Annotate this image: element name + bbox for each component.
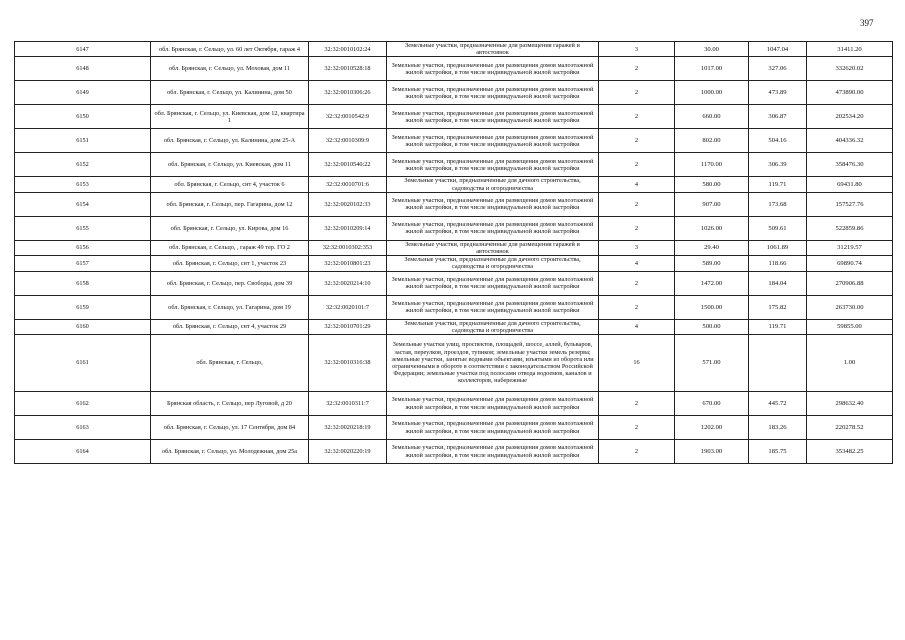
row-number: 6156 [15, 240, 151, 255]
specific-value-cell: 119.71 [749, 319, 807, 334]
row-number: 6159 [15, 295, 151, 319]
specific-value-cell: 504.16 [749, 129, 807, 153]
specific-value-cell: 185.75 [749, 440, 807, 464]
address-cell: обл. Брянская, г. Сельцо, ул. Молодежная, дом 25а [151, 440, 309, 464]
specific-value-cell: 1047.04 [749, 42, 807, 57]
group-cell: 4 [599, 177, 675, 192]
specific-value-cell: 173.68 [749, 192, 807, 216]
cadastral-number-cell: 32:32:0010316:38 [309, 335, 387, 392]
address-cell: Брянская область, г. Сельцо, пер Луговой, д 20 [151, 392, 309, 416]
table-row [15, 271, 893, 295]
area-cell: 1472.00 [675, 271, 749, 295]
group-cell: 2 [599, 57, 675, 81]
area-cell: 1026.00 [675, 216, 749, 240]
cadastral-number-cell: 32:32:0010309:9 [309, 129, 387, 153]
group-cell: 2 [599, 392, 675, 416]
row-number: 6162 [15, 392, 151, 416]
row-number: 6154 [15, 192, 151, 216]
cadastral-value-cell: 59855.00 [807, 319, 893, 334]
cadastral-value-cell: 157527.76 [807, 192, 893, 216]
land-use-cell: Земельные участки, предназначенные для дачного строительства, садоводства и огородничества [387, 319, 599, 334]
cadastral-number-cell: 32:32:0020218:19 [309, 416, 387, 440]
address-cell: обл. Брянская, г. Сельцо, снт 4, участок 6 [151, 177, 309, 192]
group-cell: 2 [599, 192, 675, 216]
address-cell: обл. Брянская, г. Сельцо, пер. Свободы, дом 39 [151, 271, 309, 295]
page-number: 397 [860, 18, 874, 28]
table-row [15, 335, 893, 392]
group-cell: 2 [599, 271, 675, 295]
cadastral-number-cell: 32:32:0010311:7 [309, 392, 387, 416]
group-cell: 16 [599, 335, 675, 392]
cadastral-value-cell: 270906.88 [807, 271, 893, 295]
area-cell: 1017.00 [675, 57, 749, 81]
table-body [15, 42, 893, 464]
cadastral-value-cell: 1.00 [807, 335, 893, 392]
cadastral-number-cell: 32:32:0020220:19 [309, 440, 387, 464]
cadastral-value-table [14, 41, 893, 464]
land-use-cell: Земельные участки, предназначенные для размещения домов малоэтажной жилой застройки, в том числе индивидуальной жилой застройки [387, 416, 599, 440]
cadastral-number-cell: 32:32:0010302:353 [309, 240, 387, 255]
specific-value-cell: 306.39 [749, 153, 807, 177]
table-row [15, 57, 893, 81]
area-cell: 580.00 [675, 177, 749, 192]
group-cell: 4 [599, 319, 675, 334]
land-use-cell: Земельные участки, предназначенные для размещения домов малоэтажной жилой застройки, в том числе индивидуальной жилой застройки [387, 271, 599, 295]
specific-value-cell: 445.72 [749, 392, 807, 416]
row-number: 6148 [15, 57, 151, 81]
cadastral-value-cell: 298632.40 [807, 392, 893, 416]
cadastral-value-cell: 220278.52 [807, 416, 893, 440]
cadastral-value-cell: 31219.57 [807, 240, 893, 255]
area-cell: 1202.00 [675, 416, 749, 440]
address-cell: обл. Брянская, г. Сельцо, пер. Гагарина, дом 12 [151, 192, 309, 216]
group-cell: 2 [599, 295, 675, 319]
specific-value-cell: 509.61 [749, 216, 807, 240]
area-cell: 30.00 [675, 42, 749, 57]
land-use-cell: Земельные участки, предназначенные для размещения гаражей и автостоянок [387, 240, 599, 255]
area-cell: 1500.00 [675, 295, 749, 319]
cadastral-number-cell: 32:32:0010102:24 [309, 42, 387, 57]
row-number: 6147 [15, 42, 151, 57]
land-use-cell: Земельные участки, предназначенные для размещения домов малоэтажной жилой застройки, в том числе индивидуальной жилой застройки [387, 216, 599, 240]
table-row [15, 129, 893, 153]
address-cell: обл. Брянская, г. Сельцо, ул. Кирова, дом 16 [151, 216, 309, 240]
address-cell: обл. Брянская, г. Сельцо, ул. Калинина, дом 25-А [151, 129, 309, 153]
group-cell: 2 [599, 440, 675, 464]
row-number: 6151 [15, 129, 151, 153]
specific-value-cell: 1061.89 [749, 240, 807, 255]
table-row [15, 81, 893, 105]
table-row [15, 440, 893, 464]
table-row [15, 153, 893, 177]
group-cell: 3 [599, 240, 675, 255]
specific-value-cell: 473.89 [749, 81, 807, 105]
land-use-cell: Земельные участки, предназначенные для размещения домов малоэтажной жилой застройки, в том числе индивидуальной жилой застройки [387, 57, 599, 81]
cadastral-number-cell: 32:32:0010701:6 [309, 177, 387, 192]
group-cell: 3 [599, 42, 675, 57]
table-row [15, 240, 893, 255]
specific-value-cell: 119.71 [749, 177, 807, 192]
cadastral-value-cell: 263730.00 [807, 295, 893, 319]
area-cell: 660.00 [675, 105, 749, 129]
cadastral-number-cell: 32:32:0010306:26 [309, 81, 387, 105]
row-number: 6155 [15, 216, 151, 240]
cadastral-number-cell: 32:32:0010701:29 [309, 319, 387, 334]
area-cell: 670.00 [675, 392, 749, 416]
address-cell: обл. Брянская, г. Сельцо, , гараж 49 тер. ГО 2 [151, 240, 309, 255]
table-row [15, 295, 893, 319]
cadastral-number-cell: 32:32:0010209:14 [309, 216, 387, 240]
area-cell: 1000.00 [675, 81, 749, 105]
table-row [15, 319, 893, 334]
cadastral-number-cell: 32:32:0010542:9 [309, 105, 387, 129]
row-number: 6157 [15, 256, 151, 271]
address-cell: обл. Брянская, г. Сельцо, ул. Гагарина, дом 19 [151, 295, 309, 319]
land-use-cell: Земельные участки, предназначенные для размещения домов малоэтажной жилой застройки, в том числе индивидуальной жилой застройки [387, 153, 599, 177]
cadastral-value-cell: 353482.25 [807, 440, 893, 464]
specific-value-cell: 306.87 [749, 105, 807, 129]
address-cell: обл. Брянская, г. Сельцо, снт 1, участок 23 [151, 256, 309, 271]
row-number: 6164 [15, 440, 151, 464]
group-cell: 2 [599, 81, 675, 105]
address-cell: обл. Брянская, г. Сельцо, снт 4, участок 29 [151, 319, 309, 334]
cadastral-value-cell: 473890.00 [807, 81, 893, 105]
group-cell: 4 [599, 256, 675, 271]
specific-value-cell: 175.82 [749, 295, 807, 319]
area-cell: 907.00 [675, 192, 749, 216]
area-cell: 571.00 [675, 335, 749, 392]
cadastral-number-cell: 32:32:0020214:10 [309, 271, 387, 295]
land-use-cell: Земельные участки, предназначенные для дачного строительства, садоводства и огородничества [387, 256, 599, 271]
cadastral-number-cell: 32:32:0020101:7 [309, 295, 387, 319]
area-cell: 802.00 [675, 129, 749, 153]
group-cell: 2 [599, 129, 675, 153]
specific-value-cell: 118.66 [749, 256, 807, 271]
specific-value-cell [749, 335, 807, 392]
land-use-cell: Земельные участки, предназначенные для размещения домов малоэтажной жилой застройки, в том числе индивидуальной жилой застройки [387, 392, 599, 416]
land-use-cell: Земельные участки, предназначенные для дачного строительства, садоводства и огородничества [387, 177, 599, 192]
row-number: 6160 [15, 319, 151, 334]
cadastral-number-cell: 32:32:0020102:33 [309, 192, 387, 216]
group-cell: 2 [599, 416, 675, 440]
cadastral-value-cell: 31411.20 [807, 42, 893, 57]
table-row [15, 216, 893, 240]
cadastral-value-cell: 522859.86 [807, 216, 893, 240]
cadastral-value-cell: 332620.02 [807, 57, 893, 81]
area-cell: 589.00 [675, 256, 749, 271]
group-cell: 2 [599, 216, 675, 240]
specific-value-cell: 184.04 [749, 271, 807, 295]
row-number: 6161 [15, 335, 151, 392]
row-number: 6153 [15, 177, 151, 192]
area-cell: 29.40 [675, 240, 749, 255]
row-number: 6149 [15, 81, 151, 105]
table-row [15, 42, 893, 57]
address-cell: обл. Брянская, г. Сельцо, ул. Киевская, дом 11 [151, 153, 309, 177]
row-number: 6158 [15, 271, 151, 295]
table-row [15, 105, 893, 129]
specific-value-cell: 183.26 [749, 416, 807, 440]
cadastral-number-cell: 32:32:0010801:23 [309, 256, 387, 271]
area-cell: 500.00 [675, 319, 749, 334]
address-cell: обл. Брянская, г. Сельцо, [151, 335, 309, 392]
area-cell: 1903.00 [675, 440, 749, 464]
table-row [15, 392, 893, 416]
address-cell: обл. Брянская, г. Сельцо, ул. 60 лет Октября, гараж 4 [151, 42, 309, 57]
cadastral-number-cell: 32:32:0010528:18 [309, 57, 387, 81]
group-cell: 2 [599, 153, 675, 177]
specific-value-cell: 327.06 [749, 57, 807, 81]
address-cell: обл. Брянская, г. Сельцо, ул. Киевская, дом 12, квартира 1 [151, 105, 309, 129]
row-number: 6150 [15, 105, 151, 129]
row-number: 6152 [15, 153, 151, 177]
land-use-cell: Земельные участки, предназначенные для размещения домов малоэтажной жилой застройки, в том числе индивидуальной жилой застройки [387, 295, 599, 319]
cadastral-value-cell: 202534.20 [807, 105, 893, 129]
land-use-cell: Земельные участки улиц, проспектов, площадей, шоссе, аллей, бульваров, застав, переулков, проездов, тупиков; земельные участки земель резерва; земельные участки, занятые водными объектами, изъятыми из оборота или ограниченными в обороте в соответствии с законодательством Российской Федерации; земельные участки под полосами отвода водоемов, каналов и коллекторов, набережные [387, 335, 599, 392]
cadastral-value-cell: 69890.74 [807, 256, 893, 271]
land-use-cell: Земельные участки, предназначенные для размещения домов малоэтажной жилой застройки, в том числе индивидуальной жилой застройки [387, 129, 599, 153]
table-row [15, 416, 893, 440]
land-use-cell: Земельные участки, предназначенные для размещения гаражей и автостоянок [387, 42, 599, 57]
address-cell: обл. Брянская, г. Сельцо, ул. Калинина, дом 50 [151, 81, 309, 105]
table-row [15, 177, 893, 192]
land-use-cell: Земельные участки, предназначенные для размещения домов малоэтажной жилой застройки, в том числе индивидуальной жилой застройки [387, 440, 599, 464]
address-cell: обл. Брянская, г. Сельцо, ул. Моховая, дом 11 [151, 57, 309, 81]
address-cell: обл. Брянская, г. Сельцо, ул. 17 Сентября, дом 84 [151, 416, 309, 440]
cadastral-number-cell: 32:32:0010540:22 [309, 153, 387, 177]
group-cell: 2 [599, 105, 675, 129]
table-row [15, 256, 893, 271]
land-use-cell: Земельные участки, предназначенные для размещения домов малоэтажной жилой застройки, в том числе индивидуальной жилой застройки [387, 192, 599, 216]
table-row [15, 192, 893, 216]
land-use-cell: Земельные участки, предназначенные для размещения домов малоэтажной жилой застройки, в том числе индивидуальной жилой застройки [387, 81, 599, 105]
area-cell: 1170.00 [675, 153, 749, 177]
cadastral-value-cell: 358476.30 [807, 153, 893, 177]
cadastral-value-cell: 404336.32 [807, 129, 893, 153]
row-number: 6163 [15, 416, 151, 440]
land-use-cell: Земельные участки, предназначенные для размещения домов малоэтажной жилой застройки, в том числе индивидуальной жилой застройки [387, 105, 599, 129]
cadastral-value-cell: 69431.80 [807, 177, 893, 192]
